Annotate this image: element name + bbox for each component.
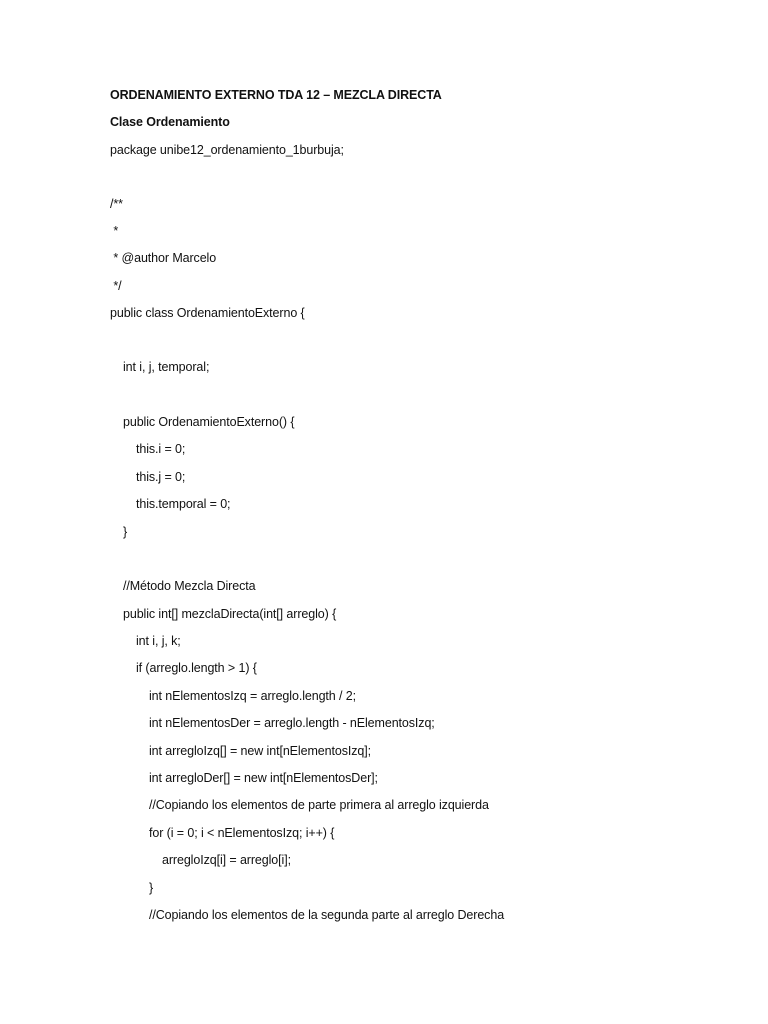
code-line-method-signature: public int[] mezclaDirecta(int[] arreglo) { xyxy=(123,607,337,621)
code-line-if-length: if (arreglo.length > 1) { xyxy=(136,661,257,675)
code-line-arreglo-der: int arregloDer[] = new int[nElementosDer]; xyxy=(149,771,378,785)
code-line-package: package unibe12_ordenamiento_1burbuja; xyxy=(110,143,344,157)
code-line-init-j: this.j = 0; xyxy=(136,470,186,484)
code-line-for-left-close: } xyxy=(149,881,154,895)
document-title: ORDENAMIENTO EXTERNO TDA 12 – MEZCLA DIRECTA xyxy=(110,88,442,102)
code-line-for-left: for (i = 0; i < nElementosIzq; i++) { xyxy=(149,826,335,840)
code-line-copy-left: arregloIzq[i] = arreglo[i]; xyxy=(162,853,291,867)
code-line-comment-close: */ xyxy=(110,279,122,293)
code-line-arreglo-izq: int arregloIzq[] = new int[nElementosIzq]; xyxy=(149,744,371,758)
code-line-fields: int i, j, temporal; xyxy=(123,360,210,374)
code-line-author: * @author Marcelo xyxy=(110,251,217,265)
code-line-n-der: int nElementosDer = arreglo.length - nElementosIzq; xyxy=(149,716,435,730)
code-line-init-i: this.i = 0; xyxy=(136,442,186,456)
code-line-init-temporal: this.temporal = 0; xyxy=(136,497,231,511)
code-line-method-comment: //Método Mezcla Directa xyxy=(123,579,256,593)
code-line-constructor-close: } xyxy=(123,525,128,539)
code-line-comment-star: * xyxy=(110,224,119,238)
code-line-constructor: public OrdenamientoExterno() { xyxy=(123,415,295,429)
code-line-n-izq: int nElementosIzq = arreglo.length / 2; xyxy=(149,689,356,703)
document-subtitle: Clase Ordenamiento xyxy=(110,115,230,129)
code-line-comment-open: /** xyxy=(110,197,123,211)
code-line-class-declaration: public class OrdenamientoExterno { xyxy=(110,306,305,320)
code-line-copy-right-comment: //Copiando los elementos de la segunda parte al arreglo Derecha xyxy=(149,908,505,922)
code-line-copy-left-comment: //Copiando los elementos de parte primera al arreglo izquierda xyxy=(149,798,489,812)
code-line-method-vars: int i, j, k; xyxy=(136,634,181,648)
